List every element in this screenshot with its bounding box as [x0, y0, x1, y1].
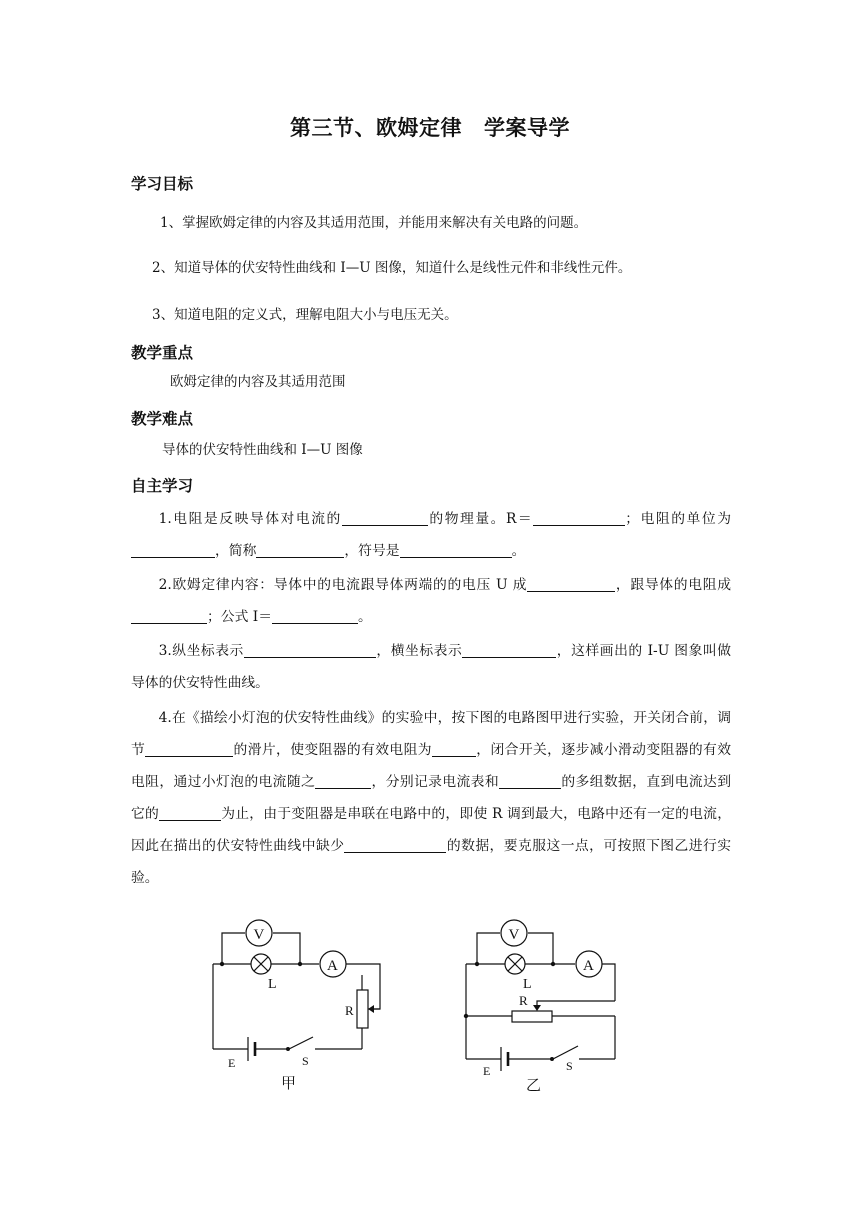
- ammeter-label: A: [327, 958, 338, 974]
- page-title: [0, 112, 860, 142]
- answer-blank[interactable]: [400, 541, 512, 558]
- question-3: 3.纵坐标表示 ，横坐标表示 ，这样画出的 I-U 图象叫做导体的伏安特性曲线。: [131, 643, 731, 691]
- answer-blank[interactable]: [344, 836, 446, 853]
- answer-blank[interactable]: [342, 509, 428, 526]
- switch-label: S: [566, 1059, 573, 1073]
- objective-item-1: 1、掌握欧姆定律的内容及其适用范围，并能用来解决有关电路的问题。: [160, 215, 588, 231]
- lamp-label: L: [523, 977, 532, 992]
- answer-blank[interactable]: [131, 607, 207, 624]
- ammeter-label: A: [583, 958, 594, 974]
- answer-blank[interactable]: [256, 541, 344, 558]
- answer-blank[interactable]: [527, 575, 615, 592]
- figure-caption: 乙: [526, 1078, 542, 1094]
- circuit-diagram-yi: [452, 915, 652, 1095]
- battery-label: E: [228, 1056, 236, 1070]
- title-main: 第三节、欧姆定律: [290, 116, 462, 140]
- answer-blank[interactable]: [499, 772, 561, 789]
- answer-blank[interactable]: [533, 509, 625, 526]
- answer-blank[interactable]: [159, 804, 221, 821]
- circuit-diagram-jia: [195, 915, 395, 1095]
- question-2: 2.欧姆定律内容：导体中的电流跟导体两端的的电压 U 成 ，跟导体的电阻成；公式 I＝ 。: [131, 569, 731, 633]
- rheostat-label: R: [345, 1003, 354, 1018]
- rheostat-label: R: [519, 993, 528, 1008]
- voltmeter-label: V: [508, 927, 520, 943]
- answer-blank[interactable]: [432, 740, 476, 757]
- switch-label: S: [302, 1054, 309, 1068]
- difficulty-heading: 教学难点: [131, 410, 194, 428]
- objective-item-2: 2、知道导体的伏安特性曲线和 I—U 图像，知道什么是线性元件和非线性元件。: [152, 260, 632, 276]
- answer-blank[interactable]: [145, 740, 233, 757]
- difficulty-text: 导体的伏安特性曲线和 I—U 图像: [162, 442, 363, 458]
- lamp-label: L: [268, 977, 277, 992]
- title-sub: 学案导学: [484, 116, 570, 140]
- answer-blank[interactable]: [462, 641, 556, 658]
- objectives-heading: 学习目标: [131, 175, 194, 193]
- answer-blank[interactable]: [272, 607, 358, 624]
- key-point-text: 欧姆定律的内容及其适用范围: [170, 374, 346, 390]
- answer-blank[interactable]: [244, 641, 376, 658]
- self-study-heading: 自主学习: [131, 477, 194, 495]
- answer-blank[interactable]: [315, 772, 371, 789]
- voltmeter-label: V: [253, 927, 265, 943]
- question-4: 4.在《描绘小灯泡的伏安特性曲线》的实验中，按下图的电路图甲进行实验，开关闭合前，调节 的滑片，使变阻器的有效电阻为 ，闭合开关，逐步减小滑动变阻器的有效电阻，通过小灯泡的电流随之 ，分别记录电流表和 的多组数据，直到电流达到它的 为止，由于变阻器是串联在电路中的，即使 R 调到最大，电路中还有一定的电流，因此在描出的伏安特性曲线中缺少 的数据，要克服这一点，可按照下图乙进行实验。: [131, 710, 732, 886]
- battery-label: E: [483, 1064, 491, 1078]
- key-point-heading: 教学重点: [131, 344, 194, 362]
- question-1: 1.电阻是反映导体对电流的 的物理量。R＝ ；电阻的单位为，简称 ，符号是 。: [131, 503, 731, 567]
- objective-item-3: 3、知道电阻的定义式，理解电阻大小与电压无关。: [152, 307, 458, 323]
- answer-blank[interactable]: [131, 541, 215, 558]
- figure-caption: 甲: [281, 1076, 297, 1092]
